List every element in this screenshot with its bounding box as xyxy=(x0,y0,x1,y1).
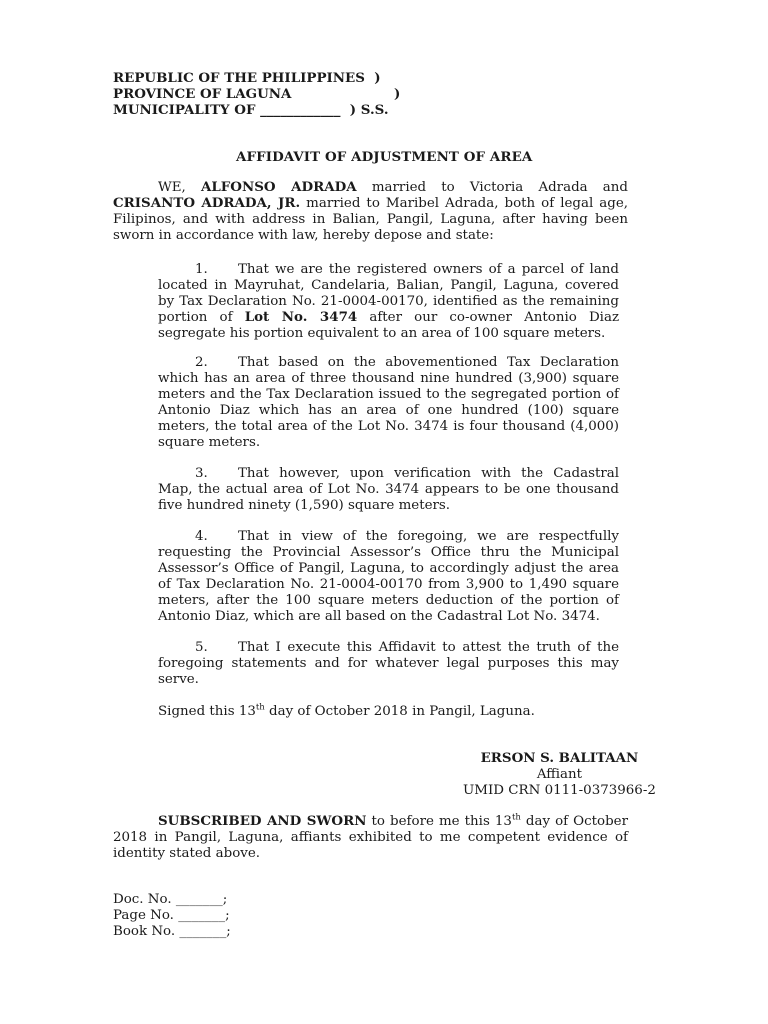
item-number: 4. xyxy=(195,529,208,544)
document-title: AFFIDAVIT OF ADJUSTMENT OF AREA xyxy=(236,149,533,165)
signed-post: day of October 2018 in Pangil, Laguna. xyxy=(264,704,535,719)
item-number: 2. xyxy=(195,355,208,370)
affiant-name-2: CRISANTO ADRADA, JR. xyxy=(113,194,301,211)
item-text: That I execute this Affidavit to attest the truth of the foregoing statements and for whatever legal purposes this may serve. xyxy=(158,640,619,687)
affiant-name-1: ALFONSO ADRADA xyxy=(200,179,357,195)
item-number: 1. xyxy=(195,262,208,277)
signed-ordinal: th xyxy=(255,702,265,713)
book-number: Book No. _______; xyxy=(113,923,231,939)
item-text-post: after our co-owner Antonio Diaz segregate his portion equivalent to an area of 100 square meters. xyxy=(158,309,620,341)
intro-we: WE, xyxy=(158,180,201,195)
affiant-name: ERSON S. BALITAAN xyxy=(480,750,639,766)
doc-number: Doc. No. _______; xyxy=(113,892,228,907)
venue-province: PROVINCE OF LAGUNA ) xyxy=(113,85,401,102)
page-number: Page No. _______; xyxy=(113,907,230,923)
statement-item-5 xyxy=(158,640,619,688)
venue-municipality: MUNICIPALITY OF ____________ ) S.S. xyxy=(113,101,389,118)
lot-number: Lot No. 3474 xyxy=(244,308,358,325)
statement-item-4 xyxy=(158,529,619,624)
intro-mid: married to Victoria Adrada and xyxy=(356,180,628,195)
signed-line xyxy=(158,704,535,720)
venue-republic: REPUBLIC OF THE PHILIPPINES ) xyxy=(113,70,381,86)
venue-header xyxy=(113,71,400,119)
item-number: 5. xyxy=(195,640,208,655)
intro-paragraph xyxy=(113,180,628,244)
statement-item-2 xyxy=(158,355,619,450)
affiant-id: UMID CRN 0111-0373966-2 xyxy=(463,782,656,798)
jurat-pre: to before me this 13 xyxy=(366,814,512,829)
item-text-pre: That we are the registered owners of a parcel of land located in Mayruhat, Candelaria, Balian, Pangil, Laguna, covered by Tax Declaration No. 21-0004-00170, identified as the remaining portion of xyxy=(158,262,619,325)
item-text: That however, upon verification with the Cadastral Map, the actual area of Lot No. 3474 appears to be one thousand five hundred ninety (1,590) square meters. xyxy=(158,466,619,513)
affiant-signature-block xyxy=(463,751,656,799)
jurat-heading: SUBSCRIBED AND SWORN xyxy=(158,813,367,829)
jurat-ordinal: th xyxy=(511,812,521,823)
jurat-post: day of October 2018 in Pangil, Laguna, affiants exhibited to me competent evidence of identity stated above. xyxy=(113,814,628,861)
item-text: That based on the abovementioned Tax Declaration which has an area of three thousand nine hundred (3,900) square meters and the Tax Declaration issued to the segregated portion of Antonio Diaz which has an area of one hundred (100) square meters, the total area of the Lot No. 3474 is four thousand (4,000) square meters. xyxy=(158,355,619,450)
signed-pre: Signed this 13 xyxy=(158,704,256,719)
statement-item-1 xyxy=(158,262,619,342)
affiant-role: Affiant xyxy=(536,766,583,782)
intro-rest: married to Maribel Adrada, both of legal age, Filipinos, and with address in Balian, Pangil, Laguna, after having been sworn in accordance with law, hereby depose and state: xyxy=(113,195,628,243)
jurat-paragraph xyxy=(113,814,628,862)
statement-item-3 xyxy=(158,466,619,514)
item-text: That in view of the foregoing, we are respectfully requesting the Provincial Assessor’s Office thru the Municipal Assessor’s Office of Pangil, Laguna, to accordingly adjust the area of Tax Declaration No. 21-0004-00170 from 3,900 to 1,490 square meters, after the 100 square meters deduction of the portion of Antonio Diaz, which are all based on the Cadastral Lot No. 3474. xyxy=(158,529,619,624)
notarial-register xyxy=(113,892,231,940)
item-number: 3. xyxy=(195,466,208,481)
